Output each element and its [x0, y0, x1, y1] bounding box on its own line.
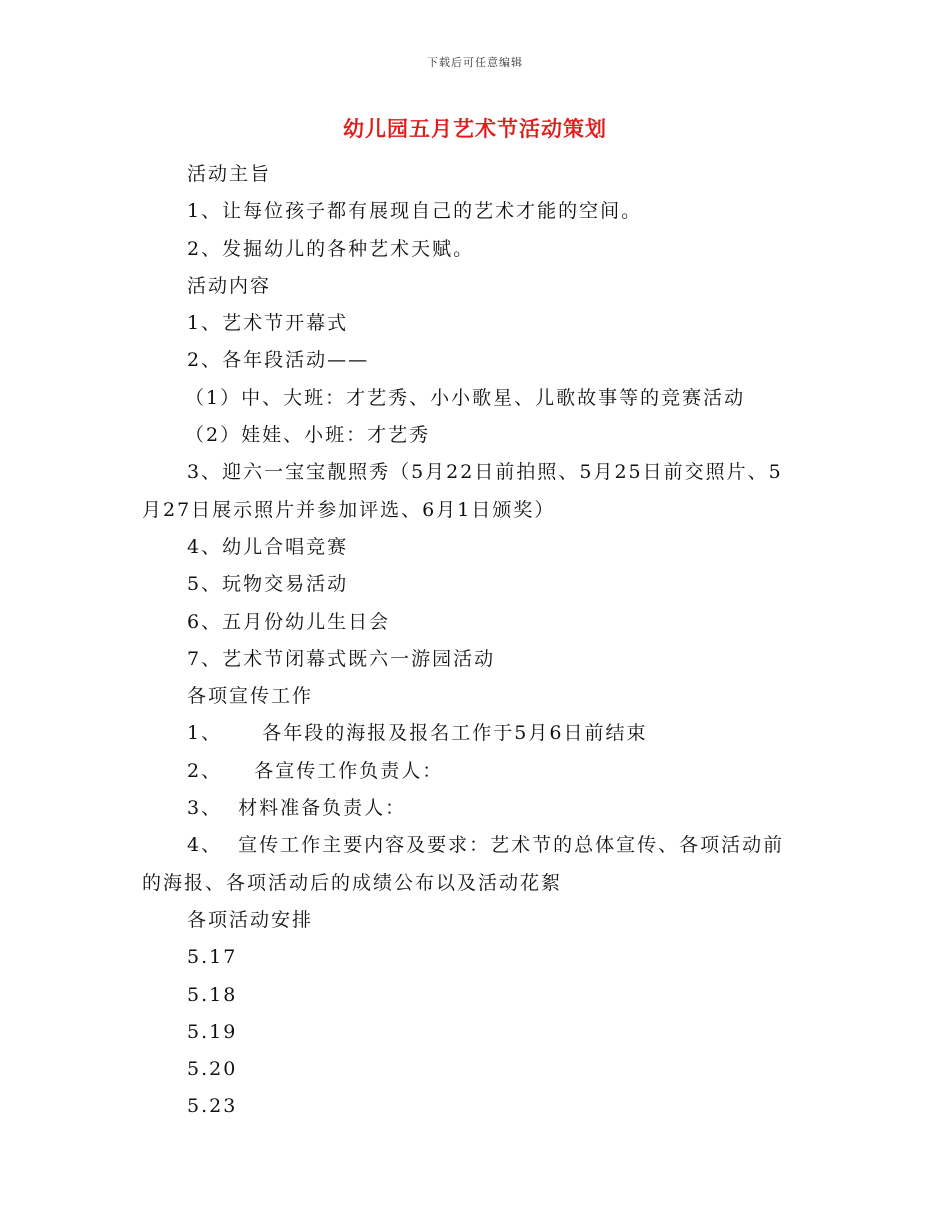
section-heading-content: 活动内容 [187, 274, 272, 297]
paragraph: 2、 各宣传工作负责人： [187, 759, 444, 782]
paragraph: 7、艺术节闭幕式既六一游园活动 [187, 647, 496, 670]
schedule-date: 5.18 [187, 983, 238, 1006]
schedule-date: 5.19 [187, 1020, 238, 1043]
paragraph: 2、各年段活动—— [187, 349, 370, 372]
paragraph: 3、 材料准备负责人： [187, 797, 407, 820]
schedule-date: 5.20 [187, 1058, 238, 1081]
paragraph-continuation: 的海报、各项活动后的成绩公布以及活动花絮 [142, 871, 563, 894]
paragraph: （2）娃娃、小班：才艺秀 [185, 424, 431, 447]
paragraph: （1）中、大班：才艺秀、小小歌星、儿歌故事等的竞赛活动 [185, 386, 746, 409]
paragraph-continuation: 月27日展示照片并参加评选、6月1日颁奖） [142, 498, 556, 521]
document-body [142, 156, 812, 1126]
paragraph: 6、五月份幼儿生日会 [187, 610, 391, 633]
paragraph: 4、幼儿合唱竞赛 [187, 535, 349, 558]
document-title: 幼儿园五月艺术节活动策划 [343, 116, 607, 141]
paragraph: 1、 各年段的海报及报名工作于5月6日前结束 [187, 722, 648, 745]
paragraph: 3、迎六一宝宝靓照秀（5月22日前拍照、5月25日前交照片、5 [187, 461, 783, 484]
paragraph: 2、发掘幼儿的各种艺术天赋。 [187, 237, 475, 260]
paragraph: 1、让每位孩子都有展现自己的艺术才能的空间。 [187, 200, 643, 223]
schedule-date: 5.17 [187, 946, 238, 969]
section-heading-publicity: 各项宣传工作 [187, 685, 314, 708]
section-heading-schedule: 各项活动安排 [187, 908, 314, 931]
paragraph: 4、 宣传工作主要内容及要求：艺术节的总体宣传、各项活动前 [187, 834, 785, 857]
schedule-date: 5.23 [187, 1095, 238, 1118]
section-heading-purpose: 活动主旨 [187, 163, 272, 185]
paragraph: 5、玩物交易活动 [187, 573, 349, 596]
paragraph: 1、艺术节开幕式 [187, 312, 349, 335]
header-note: 下载后可任意编辑 [427, 56, 523, 69]
